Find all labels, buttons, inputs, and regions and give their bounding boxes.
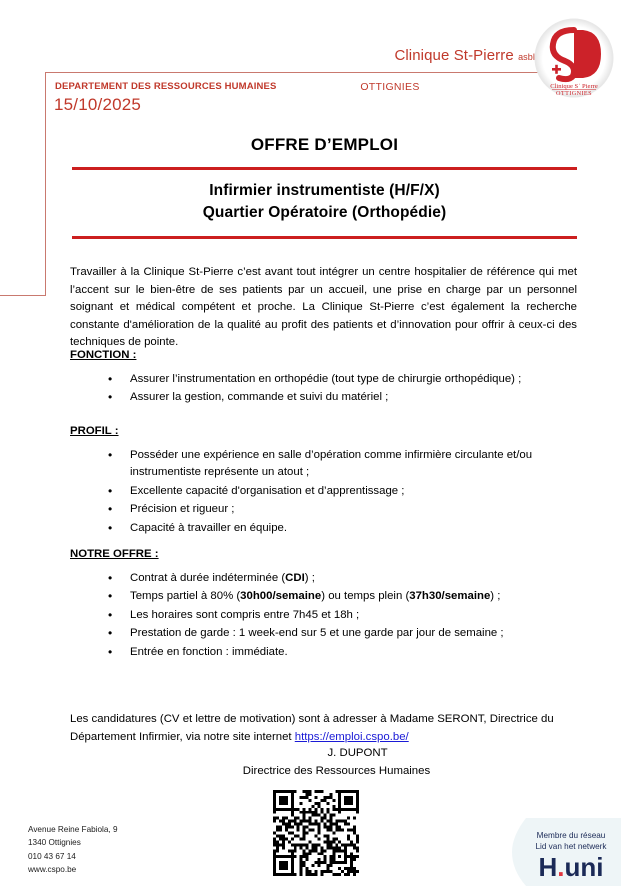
badge-brand-text: H.uni xyxy=(538,852,604,882)
title-rule-top xyxy=(72,167,577,170)
job-title-line-1: Infirmier instrumentiste (H/F/X) xyxy=(209,182,440,199)
intro-paragraph: Travailler à la Clinique St-Pierre c’est avant tout intégrer un centre hospitalier de référence qui met l’accent sur le bien-être de ses patients par un accueil, une prise en charge par un personnel soignant et médical compétent et proche. La Clinique St-Pierre c’est également la recherche constante d'amélioration de la qualité au profit des patients et d’innovation pour offrir à ceux-ci des techniques de pointe. xyxy=(70,266,577,349)
job-title xyxy=(72,180,577,224)
job-title-line-2: Quartier Opératoire (Orthopédie) xyxy=(202,204,447,221)
list-item: • Temps partiel à 80% (30h00/semaine) ou temps plein (37h30/semaine) ; xyxy=(108,588,577,605)
address-city: 1340 Ottignies xyxy=(28,838,81,848)
signature-role: Directrice des Ressources Humaines xyxy=(242,764,431,777)
closing-paragraph xyxy=(70,711,577,746)
list-item: • Les horaires sont compris entre 7h45 et 18h ; xyxy=(108,607,577,624)
fonction-list xyxy=(70,371,577,407)
section-notre-offre xyxy=(70,548,577,662)
svg-text:OTTIGNIES: OTTIGNIES xyxy=(556,90,592,97)
application-link[interactable]: https://emploi.cspo.be/ xyxy=(294,731,409,744)
signature-block xyxy=(70,745,577,780)
list-item: • Entrée en fonction : immédiate. xyxy=(108,644,577,661)
document-date: 15/10/2025 xyxy=(54,95,142,114)
section-profil xyxy=(70,425,577,538)
signature-name: J. DUPONT xyxy=(327,747,388,759)
address-website: www.cspo.be xyxy=(28,864,77,874)
decorative-frame-bottom-line xyxy=(0,295,46,296)
badge-line-2-text: Lid van het netwerk xyxy=(535,842,607,851)
list-item: • Assurer l’instrumentation en orthopédie (tout type de chirurgie orthopédique) ; xyxy=(108,371,577,388)
address-street: Avenue Reine Fabiola, 9 xyxy=(28,825,118,834)
department-label: DEPARTEMENT DES RESSOURCES HUMAINES xyxy=(55,81,277,92)
list-item: • Précision et rigueur ; xyxy=(108,501,577,518)
section-heading-notre-offre: NOTRE OFFRE : xyxy=(70,548,159,560)
qr-code[interactable] xyxy=(273,790,359,876)
svg-text:Clinique Sʿ Pierre: Clinique Sʿ Pierre xyxy=(550,83,598,90)
brand-legal-suffix: asbl xyxy=(518,52,535,62)
badge-line-1-text: Membre du réseau xyxy=(536,831,606,840)
title-rule-bottom xyxy=(72,236,577,239)
notre-offre-list xyxy=(70,570,577,661)
clinic-logo xyxy=(533,18,615,100)
list-item: • Assurer la gestion, commande et suivi du matériel ; xyxy=(108,389,577,406)
list-item: • Posséder une expérience en salle d’opération comme infirmière circulante et/ou instrumentiste représente un atout ; xyxy=(108,447,577,482)
network-badge xyxy=(496,812,621,890)
footer-address xyxy=(28,823,118,876)
closing-text: Les candidatures (CV et lettre de motivation) sont à adresser à Madame SERONT, Directrice du Département Infirmier, via notre site internet xyxy=(70,713,554,744)
brand-city: OTTIGNIES xyxy=(360,81,420,93)
brand-block xyxy=(275,48,535,93)
list-item: • Prestation de garde : 1 week-end sur 5 et une garde par jour de semaine ; xyxy=(108,625,577,642)
profil-list xyxy=(70,447,577,537)
brand-name-text: Clinique St-Pierre xyxy=(394,47,514,64)
section-fonction xyxy=(70,349,577,408)
section-heading-fonction: FONCTION : xyxy=(70,349,137,361)
decorative-frame-left-line xyxy=(45,72,46,296)
list-item: • Capacité à travailler en équipe. xyxy=(108,520,577,537)
list-item: • Contrat à durée indéterminée (CDI) ; xyxy=(108,570,577,587)
page-title: OFFRE D’EMPLOI xyxy=(250,135,399,154)
section-heading-profil: PROFIL : xyxy=(70,425,119,437)
address-phone: 010 43 67 14 xyxy=(28,851,76,861)
brand-name xyxy=(275,48,535,63)
list-item: • Excellente capacité d'organisation et d’apprentissage ; xyxy=(108,483,577,500)
